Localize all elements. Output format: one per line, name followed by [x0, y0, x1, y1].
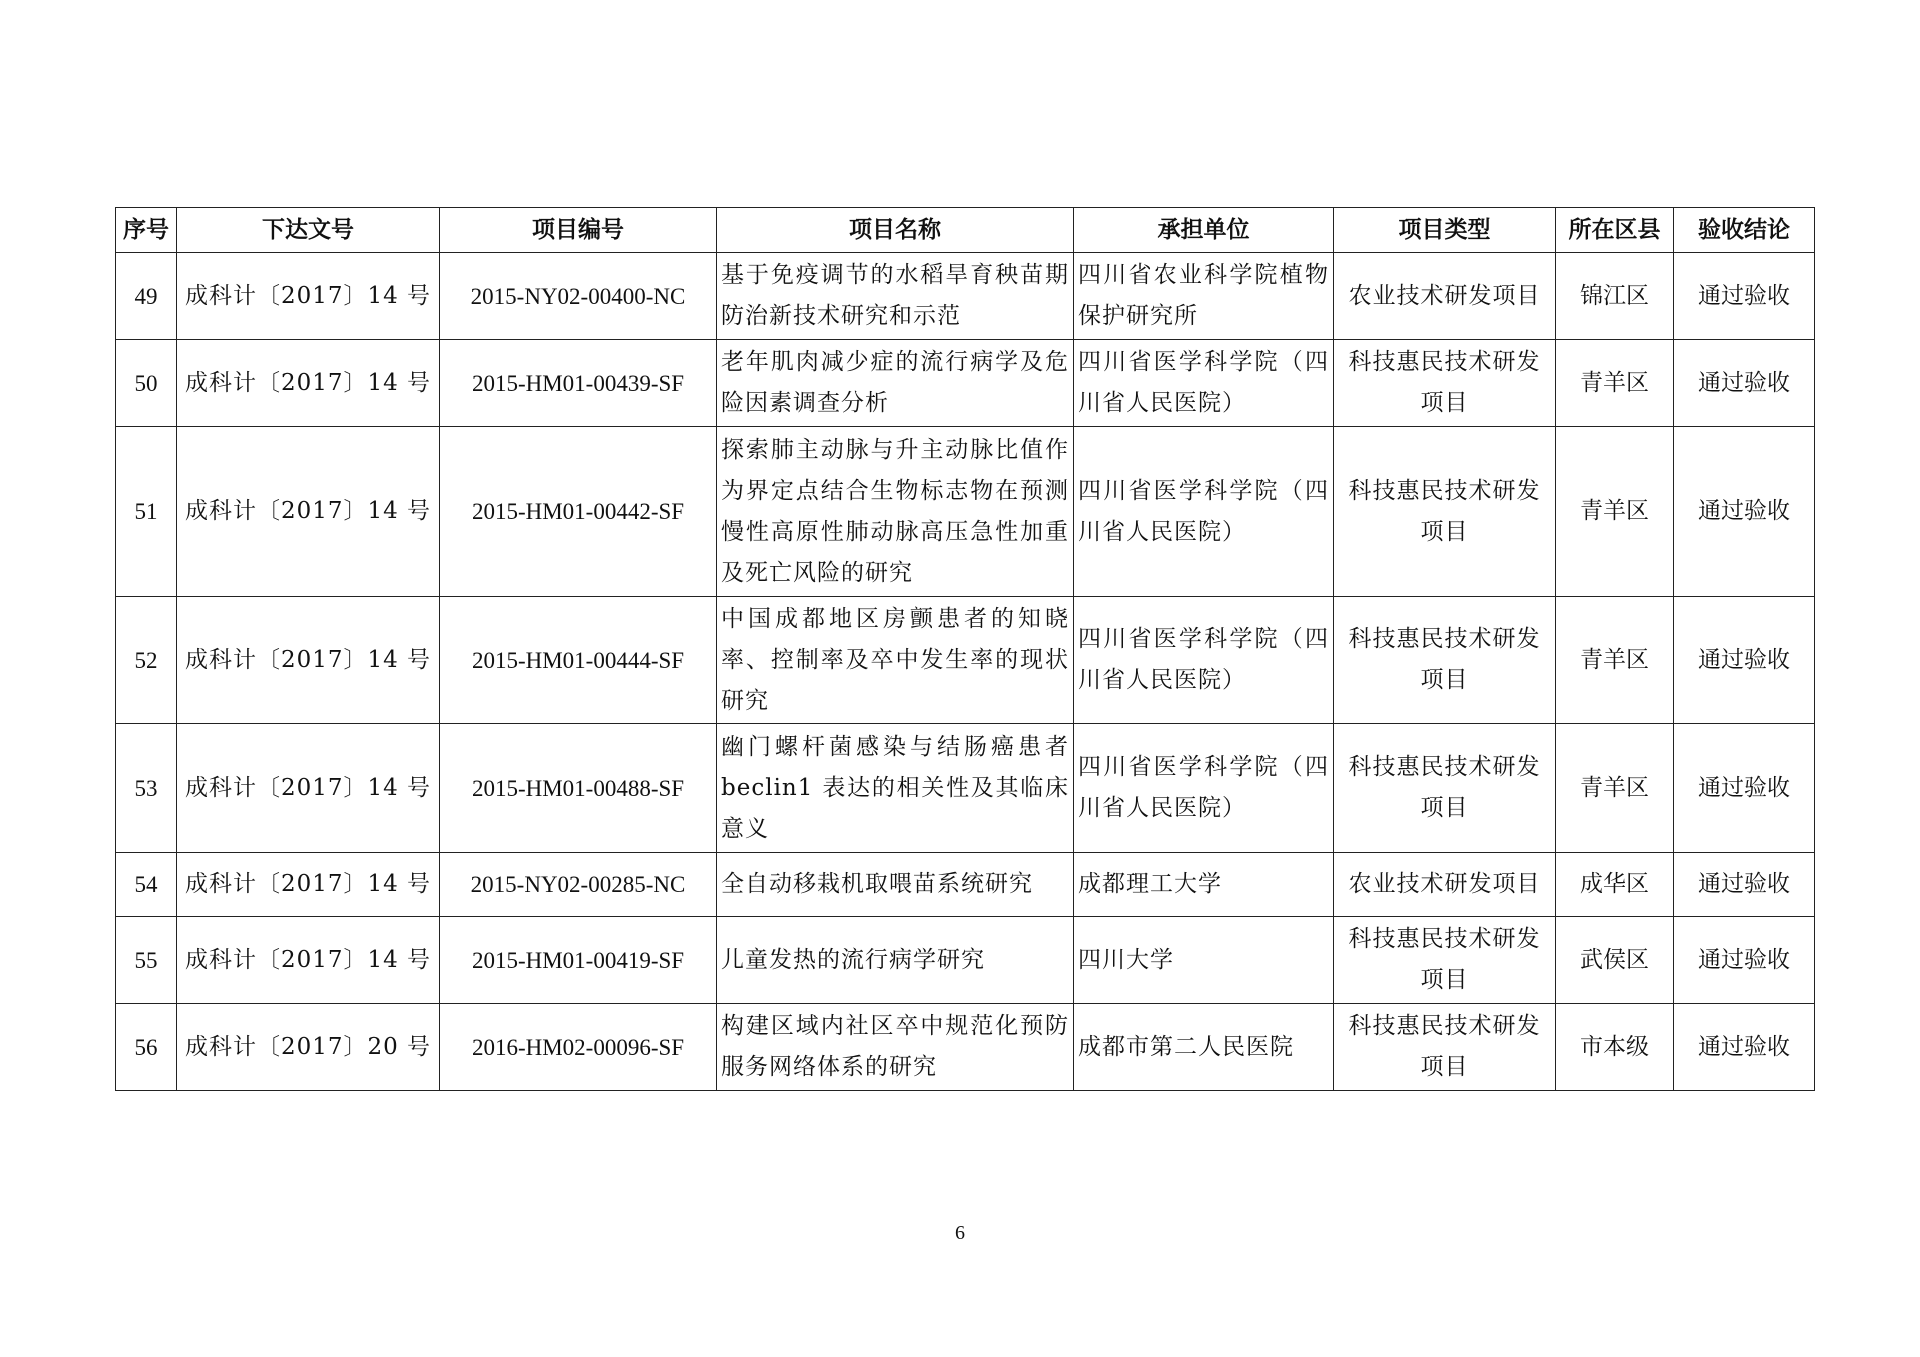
row-type: 科技惠民技术研发项目 — [1334, 427, 1556, 597]
row-unit: 四川省医学科学院（四川省人民医院） — [1074, 597, 1334, 724]
row-unit: 四川省医学科学院（四川省人民医院） — [1074, 427, 1334, 597]
row-district: 青羊区 — [1556, 427, 1674, 597]
row-type: 科技惠民技术研发项目 — [1334, 597, 1556, 724]
row-code: 2015-NY02-00285-NC — [440, 853, 717, 917]
row-unit: 成都市第二人民医院 — [1074, 1004, 1334, 1091]
row-district: 武侯区 — [1556, 917, 1674, 1004]
row-name: 幽门螺杆菌感染与结肠癌患者beclin1 表达的相关性及其临床意义 — [717, 724, 1074, 853]
row-doc: 成科计〔2017〕14 号 — [177, 253, 440, 340]
row-unit: 四川省医学科学院（四川省人民医院） — [1074, 340, 1334, 427]
row-code: 2015-HM01-00419-SF — [440, 917, 717, 1004]
table-row — [116, 853, 1815, 917]
row-name: 基于免疫调节的水稻旱育秧苗期防治新技术研究和示范 — [717, 253, 1074, 340]
row-doc: 成科计〔2017〕14 号 — [177, 427, 440, 597]
row-type: 科技惠民技术研发项目 — [1334, 724, 1556, 853]
table-row — [116, 253, 1815, 340]
row-code: 2015-HM01-00444-SF — [440, 597, 717, 724]
row-doc: 成科计〔2017〕14 号 — [177, 917, 440, 1004]
row-result: 通过验收 — [1674, 340, 1815, 427]
row-code: 2015-HM01-00439-SF — [440, 340, 717, 427]
row-name: 全自动移栽机取喂苗系统研究 — [717, 853, 1074, 917]
row-no: 56 — [116, 1004, 177, 1091]
row-result: 通过验收 — [1674, 253, 1815, 340]
row-no: 51 — [116, 427, 177, 597]
page-number: 6 — [955, 1222, 965, 1244]
row-doc: 成科计〔2017〕14 号 — [177, 597, 440, 724]
row-name: 老年肌肉减少症的流行病学及危险因素调查分析 — [717, 340, 1074, 427]
row-no: 52 — [116, 597, 177, 724]
header-doc: 下达文号 — [177, 208, 440, 253]
row-type: 农业技术研发项目 — [1334, 853, 1556, 917]
row-doc: 成科计〔2017〕14 号 — [177, 340, 440, 427]
row-name: 构建区域内社区卒中规范化预防服务网络体系的研究 — [717, 1004, 1074, 1091]
row-doc: 成科计〔2017〕20 号 — [177, 1004, 440, 1091]
row-unit: 四川大学 — [1074, 917, 1334, 1004]
table-row — [116, 597, 1815, 724]
table-row — [116, 917, 1815, 1004]
header-no: 序号 — [116, 208, 177, 253]
row-type: 科技惠民技术研发项目 — [1334, 340, 1556, 427]
row-code: 2015-HM01-00488-SF — [440, 724, 717, 853]
row-code: 2016-HM02-00096-SF — [440, 1004, 717, 1091]
row-district: 成华区 — [1556, 853, 1674, 917]
row-type: 农业技术研发项目 — [1334, 253, 1556, 340]
row-district: 青羊区 — [1556, 724, 1674, 853]
row-code: 2015-NY02-00400-NC — [440, 253, 717, 340]
row-district: 青羊区 — [1556, 340, 1674, 427]
row-name: 探索肺主动脉与升主动脉比值作为界定点结合生物标志物在预测慢性高原性肺动脉高压急性加重及死亡风险的研究 — [717, 427, 1074, 597]
header-code: 项目编号 — [440, 208, 717, 253]
table-row — [116, 427, 1815, 597]
header-unit: 承担单位 — [1074, 208, 1334, 253]
row-no: 54 — [116, 853, 177, 917]
acceptance-table — [115, 207, 1815, 1091]
row-no: 50 — [116, 340, 177, 427]
row-doc: 成科计〔2017〕14 号 — [177, 853, 440, 917]
row-name: 儿童发热的流行病学研究 — [717, 917, 1074, 1004]
header-name: 项目名称 — [717, 208, 1074, 253]
row-type: 科技惠民技术研发项目 — [1334, 917, 1556, 1004]
row-type: 科技惠民技术研发项目 — [1334, 1004, 1556, 1091]
row-no: 49 — [116, 253, 177, 340]
table-row — [116, 724, 1815, 853]
row-name: 中国成都地区房颤患者的知晓率、控制率及卒中发生率的现状研究 — [717, 597, 1074, 724]
row-no: 53 — [116, 724, 177, 853]
row-district: 锦江区 — [1556, 253, 1674, 340]
table-row — [116, 340, 1815, 427]
row-result: 通过验收 — [1674, 853, 1815, 917]
row-unit: 四川省医学科学院（四川省人民医院） — [1074, 724, 1334, 853]
row-unit: 成都理工大学 — [1074, 853, 1334, 917]
row-no: 55 — [116, 917, 177, 1004]
row-result: 通过验收 — [1674, 917, 1815, 1004]
row-result: 通过验收 — [1674, 427, 1815, 597]
header-district: 所在区县 — [1556, 208, 1674, 253]
row-doc: 成科计〔2017〕14 号 — [177, 724, 440, 853]
table-header-row — [116, 208, 1815, 253]
row-result: 通过验收 — [1674, 1004, 1815, 1091]
row-result: 通过验收 — [1674, 724, 1815, 853]
header-type: 项目类型 — [1334, 208, 1556, 253]
header-result: 验收结论 — [1674, 208, 1815, 253]
row-code: 2015-HM01-00442-SF — [440, 427, 717, 597]
row-result: 通过验收 — [1674, 597, 1815, 724]
row-district: 市本级 — [1556, 1004, 1674, 1091]
table-row — [116, 1004, 1815, 1091]
row-unit: 四川省农业科学院植物保护研究所 — [1074, 253, 1334, 340]
row-district: 青羊区 — [1556, 597, 1674, 724]
